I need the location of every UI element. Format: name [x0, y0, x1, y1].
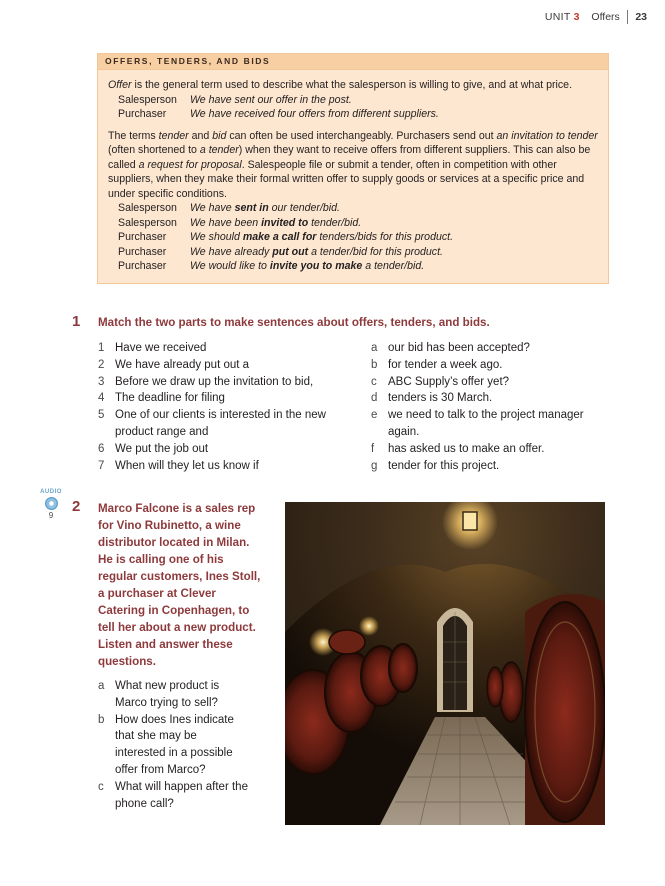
- example-row: Salesperson We have been invited to tender/bid.: [118, 216, 362, 229]
- example-row: Purchaser We have received four offers from different suppliers.: [118, 108, 439, 120]
- exercise-2-questions: [98, 678, 248, 812]
- wine-cellar-photo: [285, 502, 605, 825]
- vocabulary-box-body: [98, 70, 608, 274]
- vocabulary-box-title: OFFERS, TENDERS, AND BIDS: [98, 54, 608, 70]
- list-item: a What new product is Marco trying to sell?: [98, 680, 220, 709]
- exercise-1-number: 1: [72, 313, 81, 330]
- term-offer: Offer: [108, 79, 132, 91]
- list-item: 7 When will they let us know if: [98, 459, 259, 472]
- section-name: Offers: [591, 11, 620, 23]
- audio-label: AUDIO: [40, 489, 62, 495]
- example-row: Salesperson We have sent in our tender/bid.: [118, 202, 340, 214]
- example-row: Purchaser We should make a call for tenders/bids for this product.: [118, 231, 454, 243]
- example-row: Purchaser We would like to invite you to make a tender/bid.: [118, 260, 425, 272]
- unit-number: 3: [573, 11, 580, 23]
- page-header: [545, 10, 647, 24]
- exercise-1-instruction: Match the two parts to make sentences about offers, tenders, and bids.: [98, 316, 490, 329]
- exercise-1-left-column: [98, 340, 338, 474]
- list-item: c ABC Supply’s offer yet?: [371, 375, 510, 388]
- list-item: 1 Have we received: [98, 342, 207, 354]
- audio-track-button[interactable]: [40, 489, 62, 520]
- list-item: d tenders is 30 March.: [371, 392, 493, 405]
- definition-tender-bid: The terms tender and bid can often be used interchangeably. Purchasers send out an invitation to tender (often shortened to a tender) when they want to receive offers from different suppliers. This can also be called a request for proposal. Salespeople file or submit a tender, often in competition with other suppliers, when they make their formal written offer to supply goods or services at a specific price and under specific conditions.: [108, 129, 598, 200]
- exercise-2-number: 2: [72, 498, 81, 515]
- list-item: 2 We have already put out a: [98, 358, 250, 371]
- list-item: 6 We put the job out: [98, 442, 209, 455]
- list-item: a our bid has been accepted?: [371, 342, 530, 354]
- list-item: f has asked us to make an offer.: [371, 442, 545, 455]
- list-item: b How does Ines indicate that she may be interested in a possible offer from Marco?: [98, 713, 234, 776]
- list-item: g tender for this project.: [371, 459, 500, 472]
- list-item: 4 The deadline for filing: [98, 392, 225, 405]
- unit-label: UNIT: [544, 11, 571, 23]
- list-item: 3 Before we draw up the invitation to bid,: [98, 375, 314, 388]
- list-item: 5 One of our clients is interested in the new product range and: [98, 409, 326, 438]
- list-item: c What will happen after the phone call?: [98, 780, 248, 810]
- example-row: Salesperson We have sent our offer in the post.: [118, 93, 352, 106]
- header-divider: [627, 10, 629, 24]
- cd-icon: [45, 497, 58, 510]
- vocabulary-box: [97, 53, 609, 284]
- list-item: e we need to talk to the project manager again.: [371, 409, 584, 438]
- page-number: 23: [635, 11, 647, 23]
- audio-track-number: 9: [48, 511, 54, 520]
- exercise-1-right-column: [371, 340, 611, 474]
- definition-offer: Offer is the general term used to describe what the salesperson is willing to give, and at what price.: [108, 79, 573, 91]
- exercise-2-instruction: Marco Falcone is a sales rep for Vino Rubinetto, a wine distributor located in Milan. He is calling one of his regular customers, Ines Stoll, a purchaser at Clever Catering in Copenhagen, to tell her about a new product. Listen and answer these questions.: [98, 502, 261, 668]
- list-item: b for tender a week ago.: [371, 358, 503, 371]
- example-row: Purchaser We have already put out a tender/bid for this product.: [118, 245, 443, 258]
